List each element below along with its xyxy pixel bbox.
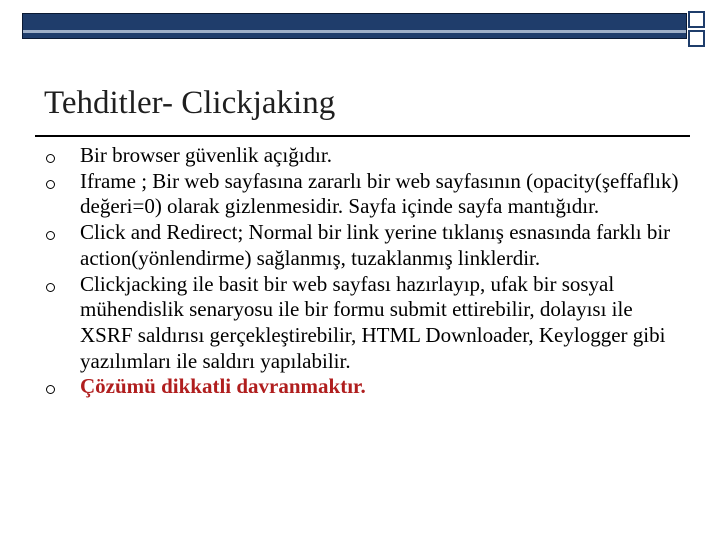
bullet-item xyxy=(46,220,686,271)
corner-square-bottom xyxy=(688,30,705,47)
bullet-list xyxy=(46,143,686,400)
bullet-item xyxy=(46,272,686,375)
bullet-item xyxy=(46,143,686,169)
header-stripe xyxy=(23,30,686,33)
bullet-text-highlighted: Çözümü dikkatli davranmaktır. xyxy=(80,374,366,399)
hollow-circle-bullet-icon xyxy=(46,180,55,189)
bullet-text: Click and Redirect; Normal bir link yerine tıklanış esnasında farklı bir action(yönlendirme) sağlanmış, tuzaklanmış linklerdir. xyxy=(80,220,671,270)
title-divider xyxy=(35,135,690,137)
bullet-text: Iframe ; Bir web sayfasına zararlı bir web sayfasının (opacity(şeffaflık) değeri=0) olarak gizlenmesidir. Sayfa içinde sayfa mantığıdır. xyxy=(80,168,679,219)
bullet-item xyxy=(46,169,686,220)
corner-square-top xyxy=(688,11,705,28)
hollow-circle-bullet-icon xyxy=(46,283,55,292)
hollow-circle-bullet-icon xyxy=(46,154,55,163)
header-bar xyxy=(22,13,687,39)
hollow-circle-bullet-icon xyxy=(46,231,55,240)
slide-title: Tehditler- Clickjaking xyxy=(44,85,336,121)
bullet-item xyxy=(46,374,686,400)
hollow-circle-bullet-icon xyxy=(46,385,55,394)
bullet-text: Bir browser güvenlik açığıdır. xyxy=(80,143,332,167)
bullet-text: Clickjacking ile basit bir web sayfası hazırlayıp, ufak bir sosyal mühendislik senaryosu ile bir formu submit ettirebilir, dolayısı ile XSRF saldırısı gerçekleştirebilir, HTML Downloader, Keylogger gibi yazılımları ile saldırı yapılabilir. xyxy=(80,271,666,373)
